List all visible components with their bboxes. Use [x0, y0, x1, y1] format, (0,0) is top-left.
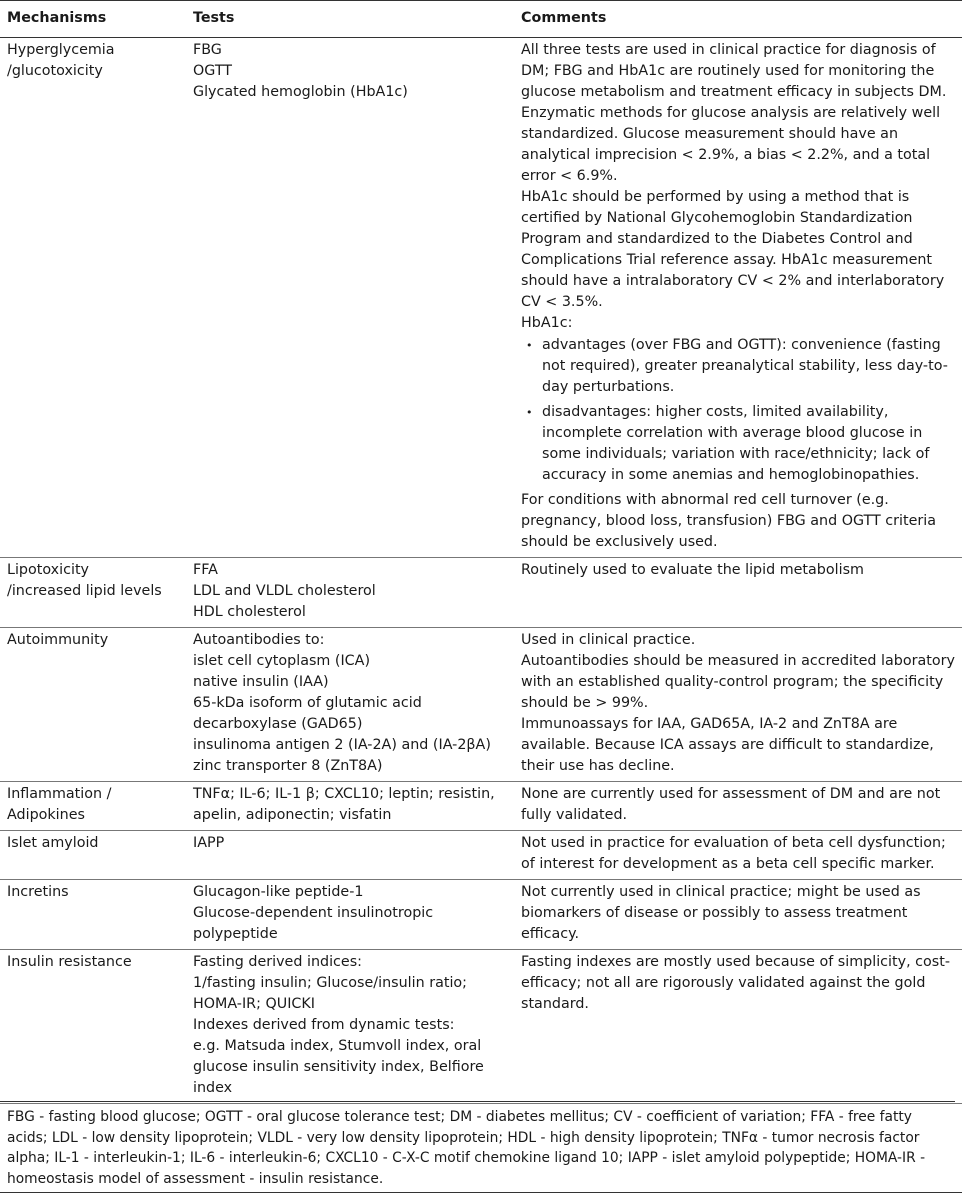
comment-text: All three tests are used in clinical practice for diagnosis of DM; FBG and HbA1c are routinely used for monitoring the glucose metabolism and treatment efficacy in subjects DM. [521, 42, 947, 100]
test-text: Fasting derived indices: [193, 954, 362, 970]
test-text: Autoantibodies to: [193, 632, 325, 648]
mechanism-cell [0, 628, 186, 782]
comments-cell [514, 880, 962, 950]
mechanism-text: Adipokines [7, 807, 85, 823]
comment-text: HbA1c: [521, 315, 573, 331]
mechanism-text: Lipotoxicity [7, 562, 90, 578]
test-text: FFA [193, 562, 218, 578]
comment-text: For conditions with abnormal red cell turnover (e.g. pregnancy, blood loss, transfusion) FBG and OGTT criteria should be exclusively used. [521, 492, 937, 550]
comments-cell [514, 628, 962, 782]
table-row [0, 831, 962, 880]
bullet-text: advantages (over FBG and OGTT): convenience (fasting not required), greater preanalytical stability, less day-to-day perturbations. [542, 337, 948, 395]
mechanism-text: Inflammation / [7, 786, 112, 802]
table-row [0, 880, 962, 950]
test-text: LDL and VLDL cholesterol [193, 583, 376, 599]
bullet-text: disadvantages: higher costs, limited availability, incomplete correlation with average blood glucose in some individuals; variation with race/ethnicity; lack of accuracy in some anemias and hemoglobinopathies. [542, 404, 930, 483]
comments-cell [514, 558, 962, 628]
test-text: FBG [193, 42, 222, 58]
test-text: Glycated hemoglobin (HbA1c) [193, 84, 408, 100]
mechanism-cell [0, 831, 186, 880]
table-header-row [0, 1, 962, 38]
mechanism-cell [0, 38, 186, 558]
test-text: native insulin (IAA) [193, 674, 329, 690]
table-row [0, 558, 962, 628]
bottom-rule [0, 1192, 962, 1193]
header-tests: Tests [193, 10, 235, 26]
mechanism-text: /increased lipid levels [7, 583, 162, 599]
comment-text: None are currently used for assessment of DM and are not fully validated. [521, 786, 941, 823]
comment-text: HbA1c should be performed by using a method that is certified by National Glycohemoglobin Standardization Program and standardized to the Diabetes Control and Complications Trial reference assay. HbA1c measurement should have a intralaboratory CV < 2% and interlaboratory CV < 3.5%. [521, 189, 945, 310]
comment-text: Not currently used in clinical practice; might be used as biomarkers of disease or possibly to assess treatment efficacy. [521, 884, 921, 942]
header-mechanisms: Mechanisms [7, 10, 107, 26]
comment-text: Routinely used to evaluate the lipid metabolism [521, 562, 864, 578]
test-text: IAPP [193, 835, 225, 851]
table-body [0, 38, 962, 1104]
mechanism-cell [0, 950, 186, 1104]
comment-text: Fasting indexes are mostly used because of simplicity, cost-efficacy; not all are rigorously validated against the gold standard. [521, 954, 950, 1012]
comment-text: Not used in practice for evaluation of beta cell dysfunction; of interest for development as a beta cell specific marker. [521, 835, 946, 872]
comment-text: Used in clinical practice. [521, 632, 696, 648]
test-text: zinc transporter 8 (ZnT8A) [193, 758, 383, 774]
test-text: Glucose-dependent insulinotropic polypeptide [193, 905, 434, 942]
tests-cell [186, 38, 514, 558]
mechanism-cell [0, 558, 186, 628]
mechanism-text: Incretins [7, 884, 69, 900]
table-row [0, 782, 962, 831]
mechanism-text: /glucotoxicity [7, 63, 103, 79]
tests-cell [186, 782, 514, 831]
mechanism-text: Islet amyloid [7, 835, 99, 851]
table-footnote: FBG - fasting blood glucose; OGTT - oral glucose tolerance test; DM - diabetes mellitus; CV - coefficient of variation; FFA - free fatty acids; LDL - low density lipoprotein; VLDL - very low density lipoprotein; HDL - high density lipoprotein; TNFα - tumor necrosis factor alpha; IL-1 - interleukin-1; IL-6 - interleukin-6; CXCL10 - C-X-C motif chemokine ligand 10; IAPP - islet amyloid polypeptide; HOMA-IR - homeostasis model of assessment - insulin resistance. [0, 1101, 955, 1189]
mechanism-text: Autoimmunity [7, 632, 109, 648]
test-text: Indexes derived from dynamic tests: [193, 1017, 455, 1033]
comment-bullet-list [521, 335, 962, 486]
test-text: islet cell cytoplasm (ICA) [193, 653, 371, 669]
test-text: HDL cholesterol [193, 604, 306, 620]
comments-cell [514, 782, 962, 831]
table-row [0, 628, 962, 782]
test-text: TNFα; IL-6; IL-1 β; CXCL10; leptin; resistin, apelin, adiponectin; visfatin [193, 786, 495, 823]
header-comments: Comments [521, 10, 607, 26]
comments-cell [514, 950, 962, 1104]
table-row [0, 950, 962, 1104]
comment-text: Immunoassays for IAA, GAD65A, IA-2 and ZnT8A are available. Because ICA assays are difficult to standardize, their use has decline. [521, 716, 934, 774]
mechanism-text: Hyperglycemia [7, 42, 115, 58]
test-text: e.g. Matsuda index, Stumvoll index, oral glucose insulin sensitivity index, Belfiore index [193, 1038, 484, 1096]
comments-cell [514, 38, 962, 558]
tests-cell [186, 558, 514, 628]
bullet-icon: • [526, 406, 533, 419]
comment-bullet-item [521, 402, 962, 486]
tests-cell [186, 831, 514, 880]
comment-text: Enzymatic methods for glucose analysis are relatively well standardized. Glucose measurement should have an analytical imprecision < 2.9%, a bias < 2.2%, and a total error < 6.9%. [521, 105, 941, 184]
tests-cell [186, 880, 514, 950]
tests-cell [186, 950, 514, 1104]
comment-text: Autoantibodies should be measured in accredited laboratory with an established quality-control program; the specificity should be > 99%. [521, 653, 955, 711]
table-row [0, 38, 962, 558]
mechanism-cell [0, 782, 186, 831]
mechanism-text: Insulin resistance [7, 954, 132, 970]
test-text: 1/fasting insulin; Glucose/insulin ratio; HOMA-IR; QUICKI [193, 975, 467, 1012]
comment-bullet-item [521, 335, 962, 398]
test-text: Glucagon-like peptide-1 [193, 884, 364, 900]
test-text: insulinoma antigen 2 (IA-2A) and (IA-2βA) [193, 737, 491, 753]
test-text: 65-kDa isoform of glutamic acid decarboxylase (GAD65) [193, 695, 422, 732]
test-text: OGTT [193, 63, 233, 79]
bullet-icon: • [526, 339, 533, 352]
mechanism-cell [0, 880, 186, 950]
tests-cell [186, 628, 514, 782]
comments-cell [514, 831, 962, 880]
